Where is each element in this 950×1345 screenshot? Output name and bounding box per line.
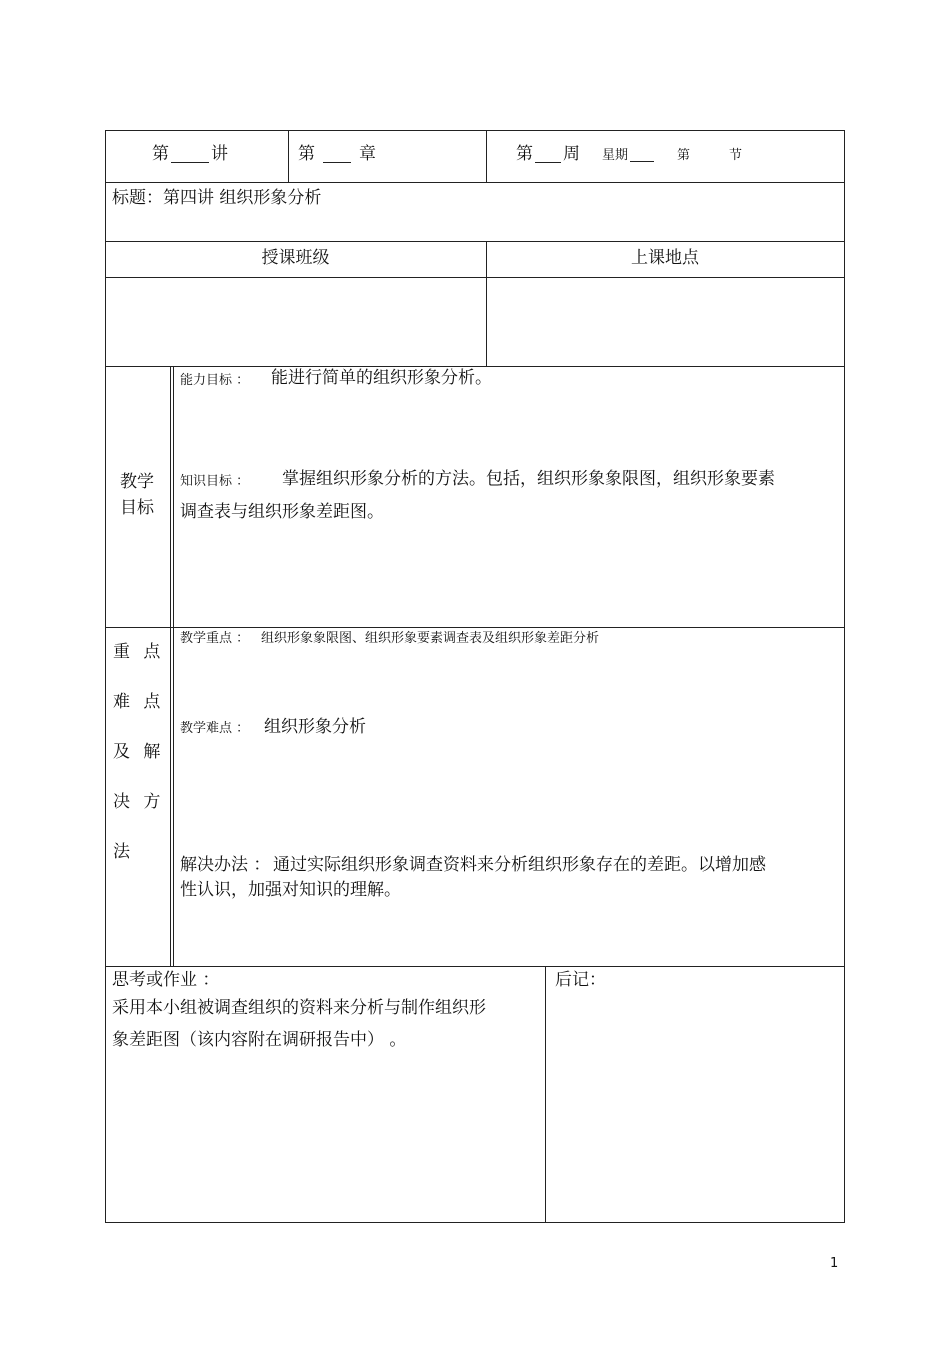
difficulty-label: 教学难点 ： — [180, 721, 250, 736]
homework-text-2: 象差距图（该内容附在调研报告中） 。 — [112, 1030, 407, 1050]
objectives-section-label-1: 教学 — [120, 472, 154, 492]
period-suffix: 节 — [729, 148, 743, 163]
lecture-suffix: 讲 — [211, 144, 228, 164]
week-prefix: 第 — [516, 144, 533, 164]
week-field — [516, 146, 580, 163]
location-label: 上课地点 — [631, 248, 699, 268]
title-label: 标题： — [112, 188, 163, 208]
keypoints-label-1: 重 点 — [113, 642, 165, 662]
ability-label: 能力目标 ： — [180, 373, 250, 388]
homework-label: 思考或作业 ： — [112, 970, 220, 990]
solution-label: 解决办法 ： — [180, 855, 271, 875]
knowledge-text-1: 掌握组织形象分析的方法。包括，组织形象象限图，组织形象要素 — [282, 469, 775, 489]
title-text: 第四讲 组织形象分析 — [163, 188, 322, 208]
chapter-prefix: 第 — [298, 144, 315, 164]
weekday-field — [602, 149, 656, 162]
period-prefix: 第 — [677, 148, 691, 163]
difficulty-text: 组织形象分析 — [264, 717, 366, 737]
weekday-label: 星期 — [602, 148, 629, 163]
class-label: 授课班级 — [261, 248, 330, 268]
chapter-blank[interactable] — [323, 148, 351, 163]
weekday-blank[interactable] — [630, 149, 654, 162]
objectives-section-label-2: 目标 — [120, 498, 154, 518]
afterword-label: 后记： — [555, 970, 606, 990]
knowledge-label: 知识目标 ： — [180, 474, 250, 489]
knowledge-text-2: 调查表与组织形象差距图。 — [180, 502, 384, 522]
keypoints-label-4: 决 方 — [113, 792, 165, 812]
lecture-prefix: 第 — [152, 144, 169, 164]
solution-text-1: 通过实际组织形象调查资料来分析组织形象存在的差距。以增加感 — [273, 855, 766, 875]
solution-text-2: 性认识，加强对知识的理解。 — [180, 880, 401, 900]
keypoints-label-3: 及 解 — [113, 742, 165, 762]
chapter-suffix: 章 — [359, 144, 376, 164]
title-row — [112, 190, 321, 207]
lecture-blank[interactable] — [171, 148, 209, 163]
page-number: 1 — [830, 1256, 839, 1271]
focus-label: 教学重点 ： — [180, 631, 250, 646]
lecture-field — [152, 146, 228, 163]
keypoints-label-5: 法 — [113, 842, 130, 862]
focus-text: 组织形象象限图、组织形象要素调查表及组织形象差距分析 — [261, 631, 600, 646]
keypoints-label-2: 难 点 — [113, 692, 165, 712]
week-suffix: 周 — [563, 144, 580, 164]
chapter-field — [298, 146, 376, 163]
week-blank[interactable] — [535, 148, 561, 163]
ability-text: 能进行简单的组织形象分析。 — [271, 368, 492, 388]
homework-text-1: 采用本小组被调查组织的资料来分析与制作组织形 — [112, 998, 486, 1018]
